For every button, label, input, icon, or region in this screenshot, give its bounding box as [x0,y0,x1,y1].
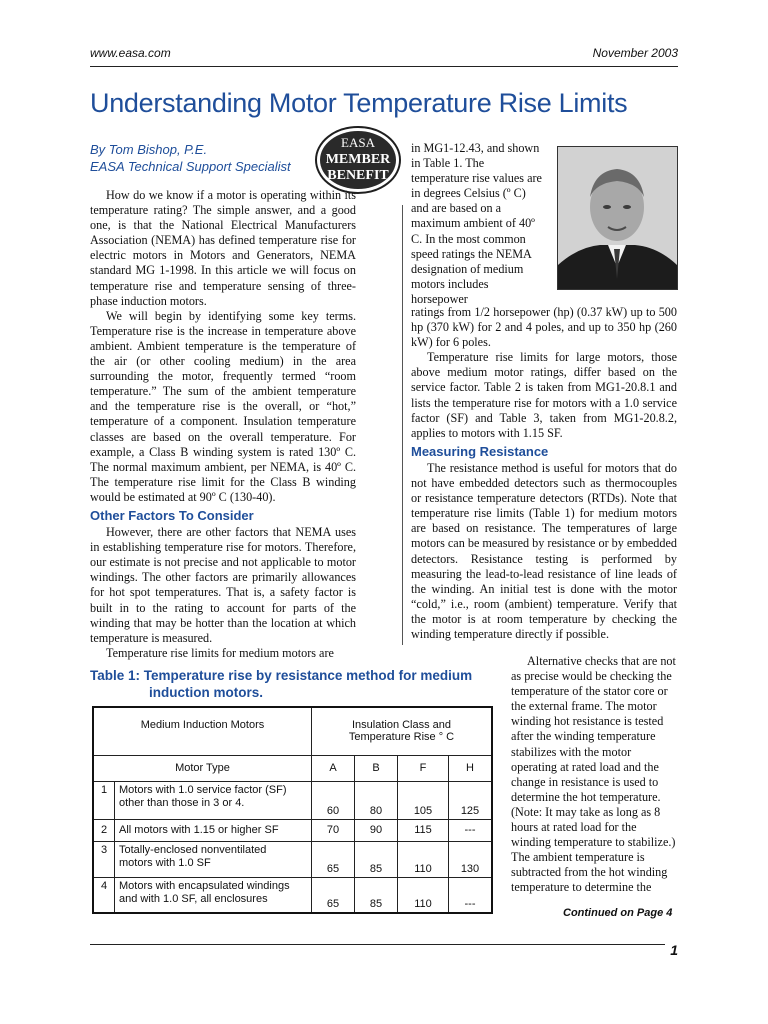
table-row [93,841,492,877]
other-factors-paragraph: However, there are other factors that NEMA uses in establishing temperature rise for motors. Therefore, our estimate is not precise and not applicable to motor windings. The other factors are primarily allowances for hot spot temperatures. That is, a safety factor is built in to the rating to account for parts of the winding that may be hotter than the location at which temperature is measured. [90,525,356,645]
value-class-b: 90 [355,819,398,841]
table-title-line2: induction motors. [149,685,263,700]
value-class-h: 125 [449,781,493,819]
table-title-line1: Table 1: Temperature rise by resistance method for medium [90,668,473,683]
article-title: Understanding Motor Temperature Rise Limits [90,88,628,118]
badge-line2: MEMBER [325,152,391,167]
row-desc-line2: other than those in 3 or 4. [119,796,245,809]
row-description [115,841,312,877]
continued-note: Continued on Page 4 [563,907,673,919]
middle-column-top [411,141,544,307]
row-number: 1 [93,781,115,819]
portrait-image [558,147,677,289]
value-class-a: 60 [312,781,355,819]
row-description: All motors with 1.15 or higher SF [115,819,312,841]
value-class-a: 70 [312,819,355,841]
header-motor-type: Motor Type [93,755,312,781]
row-description [115,877,312,913]
table-subheader-row [93,755,492,781]
page-number: 1 [670,942,678,958]
badge-line3: BENEFIT [327,168,389,183]
header-insulation-line2: Temperature Rise ° C [348,731,455,744]
header-class-h: H [449,755,493,781]
byline [90,141,291,175]
large-motors-paragraph: Temperature rise limits for large motors, those above medium motor ratings, differ based on the service factor. Table 2 is taken from MG1-20.8.1 and lists the temperature rise for motors with a 1.0 service factor (SF) and Table 3, taken from MG1-20.8.2, applies to motors with 1.15 SF. [411,350,677,440]
value-class-h: --- [449,819,493,841]
header-site: www.easa.com [90,46,171,60]
value-class-b: 80 [355,781,398,819]
value-class-a: 65 [312,877,355,913]
resistance-paragraph: The resistance method is useful for motors that do not have embedded detectors such as thermocouples or resistance temperature detectors (RTDs). Note that temperature rise limits (Table 1) for medium motors are based on resistance. The temperatures of large motors can be measured by resistance or by embedded detectors. Resistance testing is performed by measuring the lead-to-lead resistance of line leads of the winding. An initial test is done with the motor “cold,” i.e., room (ambient) temperature. Verify that the motor is at room temperature by checking the winding temperature directly if possible. [411,460,678,641]
header-insulation-line1: Insulation Class and [351,719,452,732]
header-insulation-class [312,707,493,755]
byline-author: By Tom Bishop, P.E. [90,142,208,157]
row-desc-line2: and with 1.0 SF, all enclosures [119,892,268,905]
section-heading-other-factors: Other Factors To Consider [90,507,254,523]
mg1-paragraph: in MG1-12.43, and shown in Table 1. The temperature rise values are in degrees Celsius (º C) and are based on a maximum ambient of 40º C. In the most common speed ratings the NEMA designation of medium motors includes horsepower [411,141,542,306]
table-row [93,781,492,819]
row-number: 4 [93,877,115,913]
left-column [90,188,356,661]
intro-paragraph: How do we know if a motor is operating within its temperature rating? The simple answer, and a good one, is that the National Electrical Manufacturers Association (NEMA) has defined temperature rise for electric motors in Motors and Generators, NEMA standard MG 1-1998. In this article we will focus on temperature rise and temperature sensing of three-phase induction motors. [90,188,356,308]
row-desc-line2: motors with 1.0 SF [119,856,211,869]
badge-line1: EASA [341,135,375,150]
value-class-f: 110 [398,841,449,877]
alternative-checks-paragraph: Alternative checks that are not as precise would be checking the temperature of the stator core or the external frame. The motor winding hot resistance is tested after the winding temperature stabilizes with the motor operating at rated load and the change in resistance is used to determine the hot temperature. (Note: It may take as long as 8 hours at rated load for the winding temperature to stabilize.) The ambient temperature is subtracted from the hot winding temperature to determine the [511,654,676,895]
value-class-b: 85 [355,877,398,913]
byline-role: EASA Technical Support Specialist [90,159,291,174]
row-desc-line1: Motors with encapsulated windings [119,879,290,892]
author-photo [557,146,678,290]
row-number: 3 [93,841,115,877]
value-class-a: 65 [312,841,355,877]
value-class-f: 110 [398,877,449,913]
row-desc-line1: Motors with 1.0 service factor (SF) [119,783,287,796]
header-class-f: F [398,755,449,781]
header-class-a: A [312,755,355,781]
horsepower-paragraph: ratings from 1/2 horsepower (hp) (0.37 kW) up to 500 hp (370 kW) for 2 and 4 poles, and up to 350 hp (260 kW) for 6 poles. [411,305,677,350]
value-class-h: 130 [449,841,493,877]
row-desc-line1: Totally-enclosed nonventilated [119,843,267,856]
table-row [93,819,492,841]
medium-motors-paragraph: Temperature rise limits for medium motors are [106,645,334,660]
header-class-b: B [355,755,398,781]
value-class-b: 85 [355,841,398,877]
column-divider [402,205,403,645]
key-terms-paragraph: We will begin by identifying some key terms. Temperature rise is the increase in temperature above ambient. Ambient temperature is the temperature of the air (or other cooling medium) in the area surrounding the motor, frequently termed “room temperature.” The sum of the ambient temperature and the temperature rise is the overall, or “hot,” temperature of a component. Insulation temperature classes are based on the overall temperature. For example, a Class B winding system is rated 130º C. The normal maximum ambient, per NEMA, is 40º C. The temperature rise limit for the Class B winding would be estimated at 90º C (130-40). [90,308,356,504]
row-description [115,781,312,819]
section-heading-measuring-resistance: Measuring Resistance [411,443,549,459]
header-rule [90,66,678,67]
value-class-f: 115 [398,819,449,841]
temperature-rise-table [92,706,493,914]
footer-rule [90,944,665,945]
easa-member-benefit-badge [314,125,402,195]
value-class-f: 105 [398,781,449,819]
table-row [93,877,492,913]
header-date: November 2003 [592,46,678,60]
right-column [511,654,677,896]
table-title [90,667,490,701]
middle-column-bottom [411,305,677,642]
header-medium-induction-motors: Medium Induction Motors [93,707,312,755]
row-number: 2 [93,819,115,841]
table-header-row [93,707,492,755]
value-class-h: --- [449,877,493,913]
